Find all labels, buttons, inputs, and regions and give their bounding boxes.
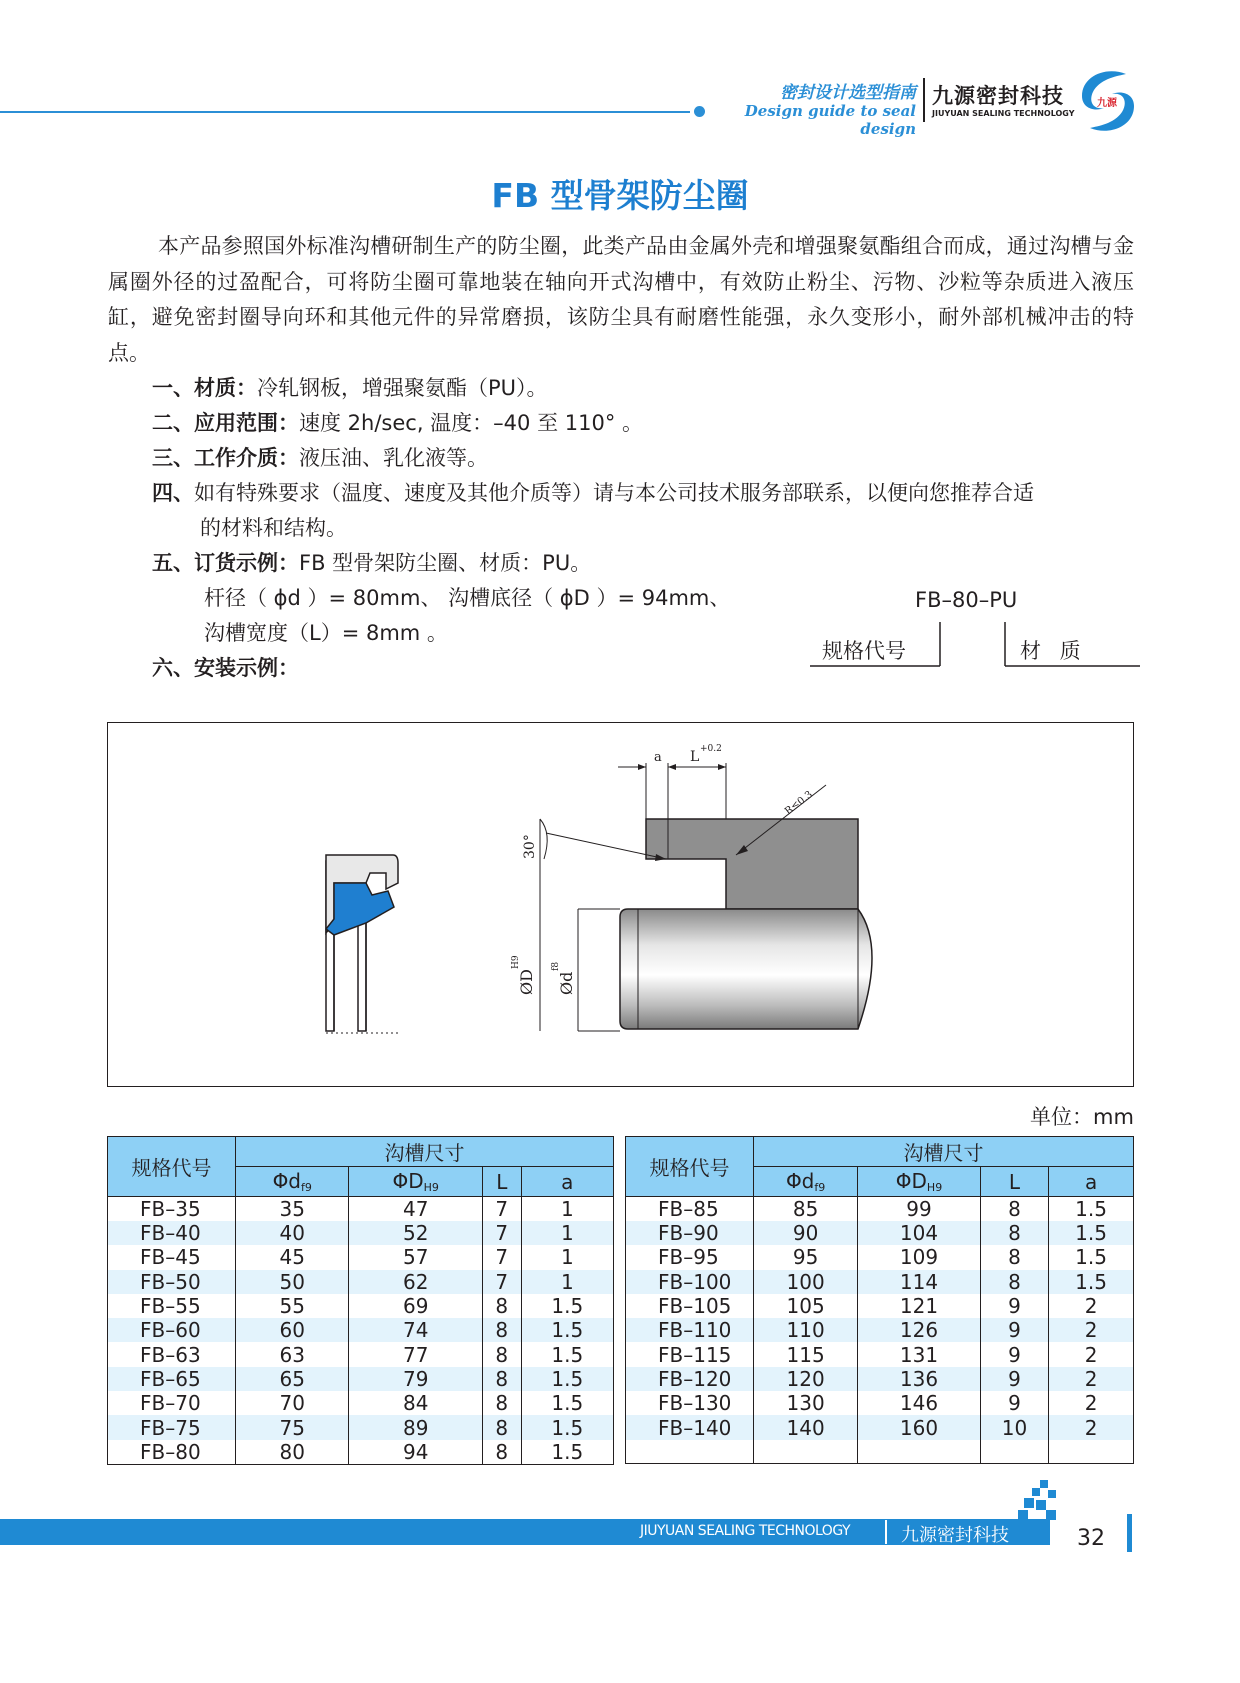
cell-code: FB–75 [108,1415,236,1439]
table-row [108,1294,614,1318]
col-code-header: 规格代号 [108,1137,236,1197]
table-cell: 160 [858,1415,981,1439]
header-rule [0,111,690,113]
col-d-header: $\Phi d_{f9}$ [236,1167,349,1197]
logo-text: 九源 [1097,98,1117,109]
table-cell: 2 [1049,1415,1134,1439]
order-code: FB–80–PU [915,588,1018,612]
installation-drawing [108,723,1135,1088]
item-special: 四、如有特殊要求（温度、速度及其他介质等）请与本公司技术服务部联系，以便向您推荐合适 [152,481,1034,505]
table-cell: 8 [482,1318,521,1342]
item-install: 六、安装示例： [152,656,299,680]
order-code-material-label: 材 质 [1020,639,1087,663]
cell-code: FB–140 [626,1415,754,1439]
cell-code: FB–70 [108,1391,236,1415]
installation-diagram [107,722,1134,1087]
table-cell: 2 [1049,1391,1134,1415]
table-cell: 84 [349,1391,483,1415]
table-cell: 9 [980,1342,1048,1366]
table-cell: 8 [482,1367,521,1391]
col-L-header: L [980,1167,1048,1197]
table-cell: 110 [754,1318,858,1342]
company-logo [1076,66,1138,136]
table-row [626,1270,1134,1294]
cell-code: FB–120 [626,1367,754,1391]
table-cell: 131 [858,1342,981,1366]
table-cell: 69 [349,1294,483,1318]
cell-code: FB–60 [108,1318,236,1342]
table-row [108,1415,614,1439]
table-cell [1049,1440,1134,1464]
table-cell: 95 [754,1245,858,1269]
table-cell: 89 [349,1415,483,1439]
table-cell: 60 [236,1318,349,1342]
table-cell: 1.5 [1049,1197,1134,1222]
cell-code: FB–100 [626,1270,754,1294]
table-cell: 130 [754,1391,858,1415]
footer-brand-cn: 九源密封科技 [901,1525,1009,1546]
header-separator [923,78,925,122]
cell-code: FB–90 [626,1221,754,1245]
table-row [108,1221,614,1245]
cell-code: FB–95 [626,1245,754,1269]
table-row [626,1221,1134,1245]
table-cell: 9 [980,1367,1048,1391]
table-cell: 7 [482,1197,521,1222]
table-row [626,1294,1134,1318]
table-cell: 2 [1049,1342,1134,1366]
table-row [108,1270,614,1294]
cell-code: FB–50 [108,1270,236,1294]
table-cell: 63 [236,1342,349,1366]
table-cell: 62 [349,1270,483,1294]
table-cell: 8 [482,1342,521,1366]
table-row [626,1367,1134,1391]
table-cell: 2 [1049,1294,1134,1318]
rod [620,909,872,1029]
table-cell: 1.5 [1049,1270,1134,1294]
table-cell: 1 [521,1221,613,1245]
item-material: 一、材质：冷轧钢板，增强聚氨酯（PU）。 [152,376,548,400]
table-cell: 9 [980,1294,1048,1318]
table-cell [754,1440,858,1464]
table-cell: 8 [482,1415,521,1439]
cell-code: FB–65 [108,1367,236,1391]
table-cell: 65 [236,1367,349,1391]
table-cell: 52 [349,1221,483,1245]
table-cell: 55 [236,1294,349,1318]
table-cell: 94 [349,1440,483,1465]
table-cell [980,1440,1048,1464]
table-cell: 77 [349,1342,483,1366]
table-cell: 140 [754,1415,858,1439]
table-cell: 109 [858,1245,981,1269]
table-row [626,1197,1134,1222]
table-row [626,1415,1134,1439]
dim-D-tol: H9 [511,955,521,969]
table-cell: 1.5 [1049,1221,1134,1245]
table-cell: 1.5 [521,1367,613,1391]
table-cell: 79 [349,1367,483,1391]
size-table-right [625,1136,1134,1464]
order-code-spec-label: 规格代号 [822,639,906,663]
header-guide-cn: 密封设计选型指南 [780,83,916,103]
table-cell: 1 [521,1197,613,1222]
table-cell: 114 [858,1270,981,1294]
col-d-header: $\Phi d_{f9}$ [754,1167,858,1197]
table-cell: 10 [980,1415,1048,1439]
cell-code: FB–40 [108,1221,236,1245]
table-cell: 45 [236,1245,349,1269]
table-row [626,1440,1134,1464]
page-number-bar [1127,1514,1132,1552]
table-cell: 1 [521,1245,613,1269]
item-order-dims: 杆径（ ϕd ）= 80mm、 沟槽底径（ ϕD ）= 94mm、 [204,586,731,610]
unit-label: 单位：mm [1030,1105,1134,1129]
table-cell: 8 [482,1391,521,1415]
cell-code: FB–105 [626,1294,754,1318]
size-table-left [107,1136,614,1465]
footer-bar [0,1519,1050,1545]
dim-d: Ød [557,971,576,995]
table-cell: 1.5 [521,1318,613,1342]
header-rule-dot [694,106,705,117]
housing-body [646,819,858,909]
table-cell: 1.5 [521,1391,613,1415]
table-cell: 126 [858,1318,981,1342]
col-group-header: 沟槽尺寸 [754,1137,1134,1167]
col-D-header: $\Phi D_{H9}$ [858,1167,981,1197]
footer-brand-en: JIUYUAN SEALING TECHNOLOGY [640,1523,851,1539]
table-cell: 8 [482,1440,521,1465]
table-row [626,1245,1134,1269]
cell-code: FB–110 [626,1318,754,1342]
dim-D: ØD [517,969,536,995]
cell-code: FB–80 [108,1440,236,1465]
table-cell: 35 [236,1197,349,1222]
table-cell: 9 [980,1391,1048,1415]
table-cell [858,1440,981,1464]
seal-cross-section [326,855,398,1033]
cell-code [626,1440,754,1464]
table-row [108,1342,614,1366]
footer-separator [885,1520,887,1544]
table-cell: 9 [980,1318,1048,1342]
table-cell: 50 [236,1270,349,1294]
table-cell: 8 [980,1221,1048,1245]
cell-code: FB–55 [108,1294,236,1318]
col-a-header: a [521,1167,613,1197]
item-special-cont: 的材料和结构。 [200,516,347,540]
item-medium: 三、工作介质：液压油、乳化液等。 [152,446,488,470]
table-row [108,1318,614,1342]
cell-code: FB–115 [626,1342,754,1366]
dim-d-tol: f8 [551,961,561,971]
table-cell: 1.5 [521,1440,613,1465]
table-cell: 8 [980,1197,1048,1222]
table-cell: 2 [1049,1318,1134,1342]
table-cell: 115 [754,1342,858,1366]
table-cell: 1.5 [521,1342,613,1366]
col-group-header: 沟槽尺寸 [236,1137,614,1167]
table-cell: 70 [236,1391,349,1415]
header-brand-en: JIUYUAN SEALING TECHNOLOGY [932,109,1075,118]
table-cell: 7 [482,1270,521,1294]
cell-code: FB–130 [626,1391,754,1415]
table-row [108,1367,614,1391]
dim-L-tol: +0.2 [700,744,722,754]
cell-code: FB–63 [108,1342,236,1366]
table-cell: 1.5 [1049,1245,1134,1269]
table-cell: 80 [236,1440,349,1465]
item-order: 五、订货示例：FB 型骨架防尘圈、材质：PU。 [152,551,592,575]
footer-decoration [1018,1480,1058,1520]
table-cell: 85 [754,1197,858,1222]
item-application: 二、应用范围：速度 2h/sec, 温度：–40 至 110° 。 [152,411,644,435]
page-title: FB 型骨架防尘圈 [491,176,749,215]
table-cell: 104 [858,1221,981,1245]
table-cell: 1.5 [521,1294,613,1318]
table-cell: 74 [349,1318,483,1342]
table-row [626,1342,1134,1366]
table-cell: 105 [754,1294,858,1318]
table-cell: 1.5 [521,1415,613,1439]
table-cell: 1 [521,1270,613,1294]
header-guide-en: Design guide to seal design [744,102,916,138]
table-cell: 7 [482,1245,521,1269]
dim-angle: 30° [522,834,538,859]
dim-L: L [690,749,700,765]
cell-code: FB–35 [108,1197,236,1222]
table-row [108,1440,614,1465]
col-L-header: L [482,1167,521,1197]
table-cell: 75 [236,1415,349,1439]
table-cell: 40 [236,1221,349,1245]
table-cell: 57 [349,1245,483,1269]
table-row [108,1245,614,1269]
table-cell: 8 [980,1270,1048,1294]
table-cell: 136 [858,1367,981,1391]
dim-radius: R≤0.3 [783,789,815,818]
table-cell: 8 [482,1294,521,1318]
table-cell: 90 [754,1221,858,1245]
cell-code: FB–45 [108,1245,236,1269]
dim-a: a [654,750,662,765]
table-cell: 7 [482,1221,521,1245]
table-cell: 121 [858,1294,981,1318]
col-D-header: $\Phi D_{H9}$ [349,1167,483,1197]
table-cell: 99 [858,1197,981,1222]
header-brand-cn: 九源密封科技 [932,84,1064,108]
table-cell: 100 [754,1270,858,1294]
intro-paragraph: 本产品参照国外标准沟槽研制生产的防尘圈，此类产品由金属外壳和增强聚氨酯组合而成，通过沟槽与金属圈外径的过盈配合，可将防尘圈可靠地装在轴向开式沟槽中，有效防止粉尘、污物、沙粒等杂质进入液压缸，避免密封圈导向环和其他元件的异常磨损，该防尘具有耐磨性能强，永久变形小，耐外部机械冲击的特点。 [108,234,1134,365]
table-cell: 120 [754,1367,858,1391]
col-a-header: a [1049,1167,1134,1197]
table-cell: 146 [858,1391,981,1415]
table-row [626,1391,1134,1415]
table-cell: 8 [980,1245,1048,1269]
page-number: 32 [1077,1526,1105,1551]
col-code-header: 规格代号 [626,1137,754,1197]
table-row [626,1318,1134,1342]
cell-code: FB–85 [626,1197,754,1222]
table-row [108,1391,614,1415]
table-cell: 47 [349,1197,483,1222]
table-cell: 2 [1049,1367,1134,1391]
item-order-width: 沟槽宽度（L）= 8mm 。 [204,621,448,645]
table-row [108,1197,614,1222]
